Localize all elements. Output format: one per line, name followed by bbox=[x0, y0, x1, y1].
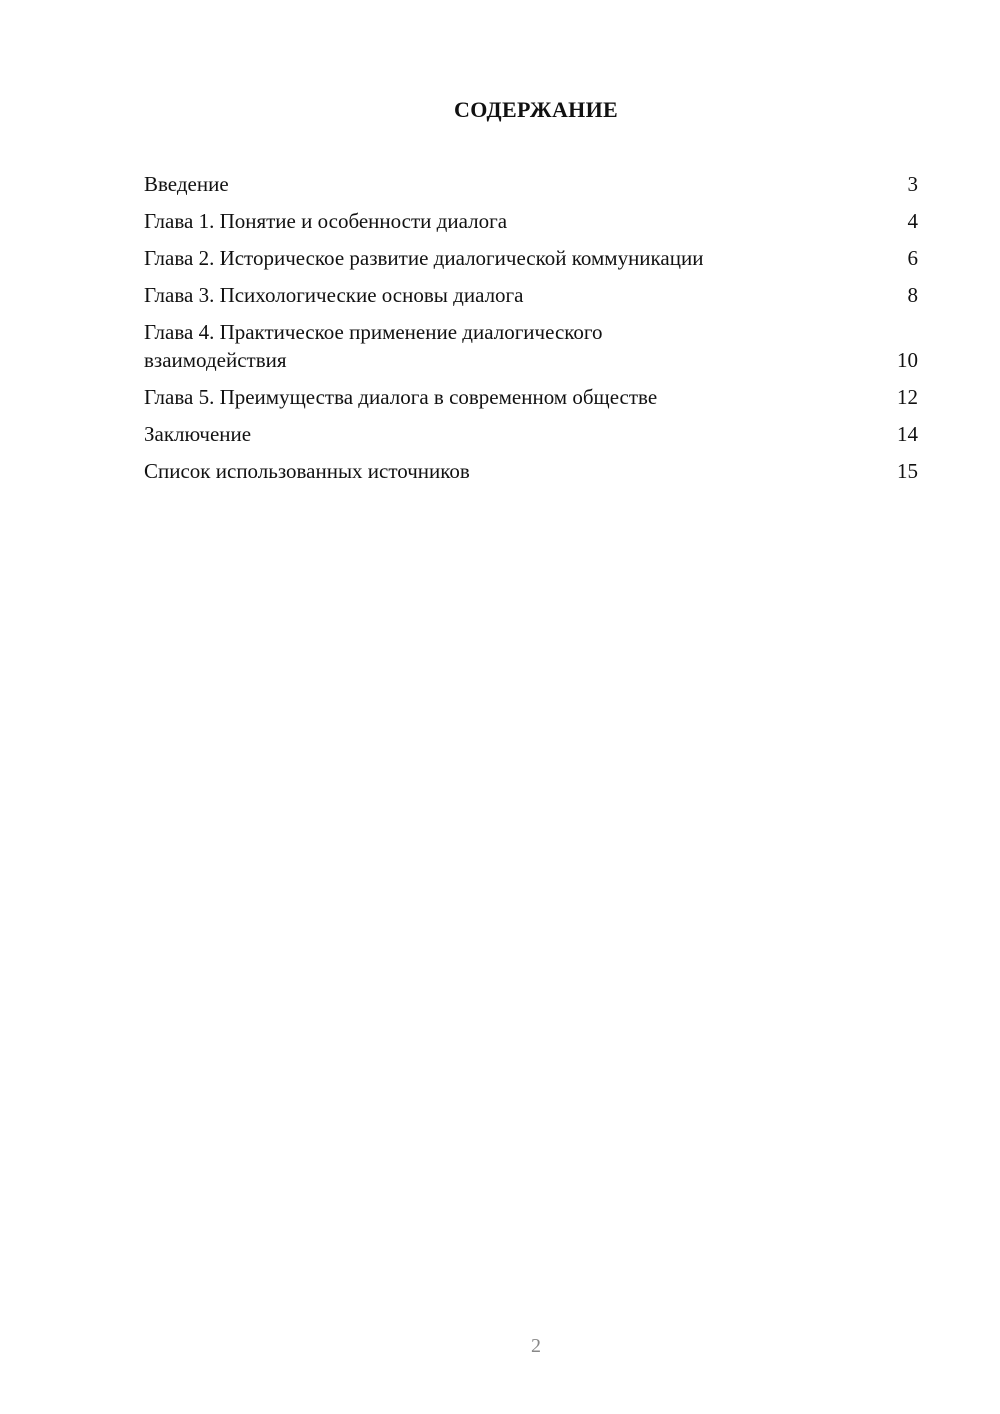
toc-entry-chapter-2 bbox=[144, 244, 918, 272]
toc-entry-page-number: 14 bbox=[897, 422, 918, 446]
toc-entry-references bbox=[144, 457, 918, 485]
toc-entry-label: Заключение bbox=[144, 422, 252, 446]
toc-entry-page-number: 15 bbox=[897, 459, 918, 483]
table-of-contents bbox=[144, 170, 918, 494]
toc-entry-label: Глава 2. Историческое развитие диалогической коммуникации bbox=[144, 246, 704, 270]
toc-entry-chapter-5 bbox=[144, 383, 918, 411]
toc-entry-page-number: 3 bbox=[907, 172, 918, 196]
toc-entry-page-number: 4 bbox=[907, 209, 918, 233]
toc-entry-page-number: 10 bbox=[897, 348, 918, 372]
toc-entry-chapter-1 bbox=[144, 207, 918, 235]
page-number: 2 bbox=[531, 1335, 541, 1357]
toc-entry-label: Введение bbox=[144, 172, 229, 196]
toc-entry-conclusion bbox=[144, 420, 918, 448]
toc-entry-page-number: 8 bbox=[907, 283, 918, 307]
toc-entry-chapter-3 bbox=[144, 281, 918, 309]
toc-entry-label: Глава 5. Преимущества диалога в современном обществе bbox=[144, 385, 658, 409]
toc-entry-label: Глава 4. Практическое применение диалогического взаимодействия bbox=[144, 320, 603, 372]
toc-entry-chapter-4 bbox=[144, 318, 918, 374]
toc-title: СОДЕРЖАНИЕ bbox=[454, 97, 618, 122]
toc-entry-introduction bbox=[144, 170, 918, 198]
toc-entry-page-number: 6 bbox=[907, 246, 918, 270]
toc-entry-label: Список использованных источников bbox=[144, 459, 470, 483]
toc-entry-label: Глава 1. Понятие и особенности диалога bbox=[144, 209, 508, 233]
toc-entry-label: Глава 3. Психологические основы диалога bbox=[144, 283, 524, 307]
toc-entry-page-number: 12 bbox=[897, 385, 918, 409]
